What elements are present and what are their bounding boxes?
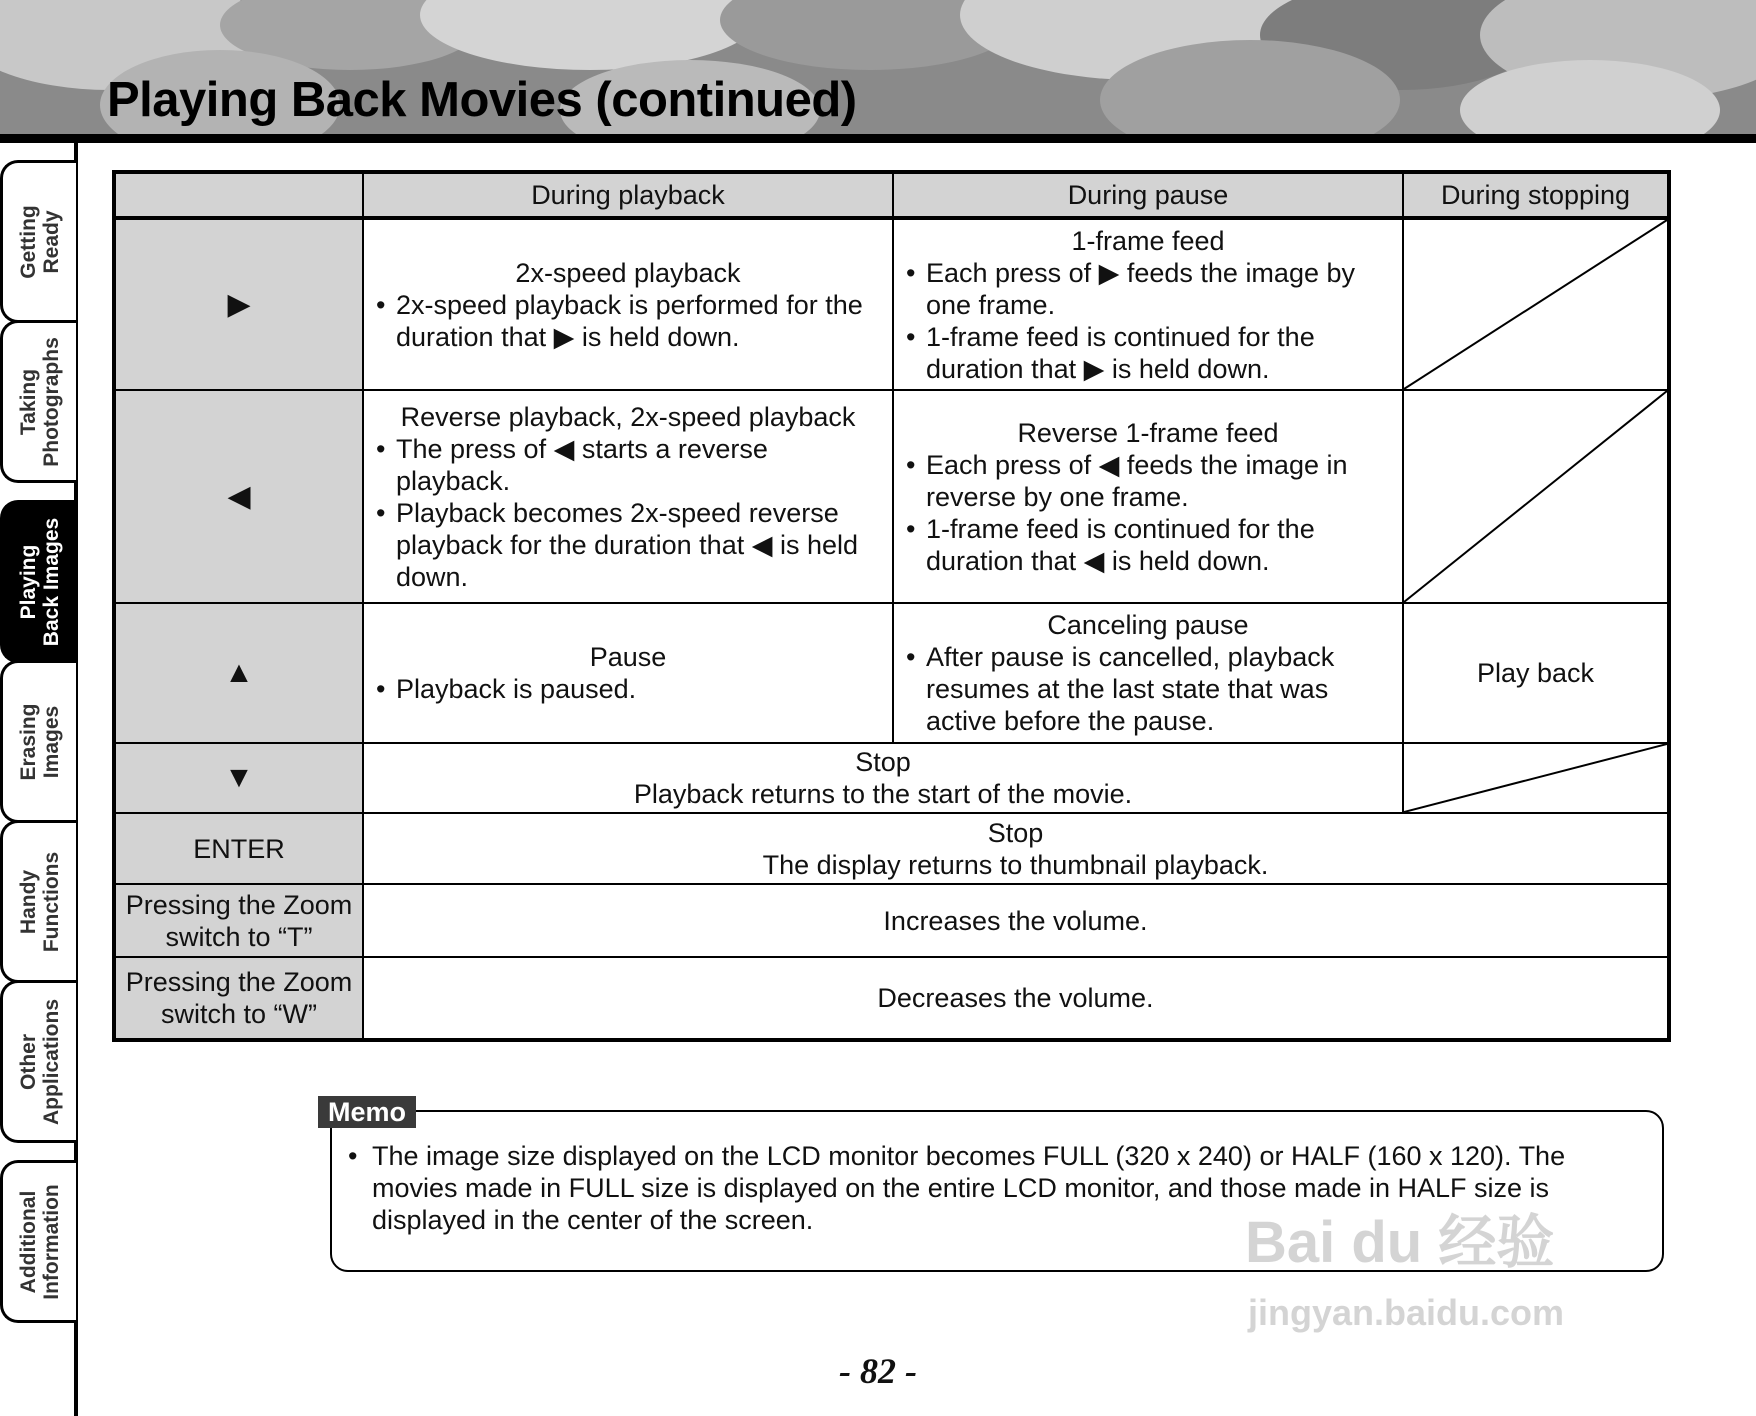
cell-text: The display returns to thumbnail playback. [762,849,1269,880]
tab-getting-ready[interactable] [0,160,76,323]
diagonal-slash [1404,744,1667,812]
tab-label: Additional Information [16,1183,63,1300]
key-cell [114,218,363,390]
table-row-left [114,390,1669,603]
header-during-pause: During pause [893,172,1403,218]
cell-title: 2x-speed playback [515,257,741,288]
header-blank [114,172,363,218]
cell-bullet: • Playback becomes 2x-speed reverse playback for the duration that ◀ is held down. [376,497,880,593]
not-applicable-cell [1403,218,1669,390]
tab-other-applications[interactable] [0,980,76,1143]
watermark-logo: Bai du 经验 [1245,1210,1555,1275]
key-cell [114,743,363,813]
tab-label: Other Applications [16,998,63,1125]
not-applicable-cell [1403,743,1669,813]
right-arrow-icon: ▶ [227,287,251,321]
up-arrow-icon: ▲ [224,656,254,689]
table-header-row [114,172,1669,218]
watermark-url: jingyan.baidu.com [1248,1292,1565,1333]
table-row-zoom-w [114,957,1669,1040]
cell-title: Stop [987,817,1044,848]
cell-title: Pause [589,642,667,672]
key-cell: Pressing the Zoom switch to “T” [114,884,363,957]
left-arrow-icon: ◀ [227,479,251,513]
up-pause-cell [893,603,1403,743]
cell-bullet: • Each press of ▶ feeds the image by one frame. [906,257,1390,321]
zoom-t-action-cell: Increases the volume. [363,884,1669,957]
tab-additional-information[interactable] [0,1160,76,1323]
tab-erasing-images[interactable] [0,660,76,823]
cell-bullet: • Playback is paused. [376,673,880,705]
tab-label: Handy Functions [16,851,63,952]
memo-label: Memo [318,1096,416,1128]
cell-title: 1-frame feed [1071,225,1225,256]
cell-bullet: • 2x-speed playback is performed for the duration that ▶ is held down. [376,289,880,353]
down-arrow-icon: ▼ [224,761,254,794]
memo-bullet: • [348,1141,358,1171]
header-rule [0,134,1756,143]
enter-action-cell [363,813,1669,884]
controls-table [112,170,1671,1042]
table-row-enter [114,813,1669,884]
key-cell: ENTER [114,813,363,884]
diagonal-slash [1404,220,1667,389]
cell-title: Stop [855,747,911,777]
cell-title: Reverse 1-frame feed [1017,417,1279,448]
cell-bullet: • Each press of ◀ feeds the image in reverse by one frame. [906,449,1390,513]
table-row-up [114,603,1669,743]
key-cell [114,603,363,743]
key-cell [114,390,363,603]
page-title: Playing Back Movies (continued) [107,73,857,127]
not-applicable-cell [1403,390,1669,603]
cell-text: Playback returns to the start of the movie. [633,779,1133,809]
table-row-zoom-t [114,884,1669,957]
tab-label: Taking Photographs [16,336,63,467]
left-playback-cell [363,390,893,603]
right-pause-cell [893,218,1403,390]
table-row-down [114,743,1669,813]
tab-label: Playing Back Images [16,517,63,646]
tab-taking-photographs[interactable] [0,320,76,483]
right-playback-cell [363,218,893,390]
up-playback-cell [363,603,893,743]
cell-bullet: • The press of ◀ starts a reverse playback. [376,433,880,497]
key-cell: Pressing the Zoom switch to “W” [114,957,363,1040]
left-pause-cell [893,390,1403,603]
header-during-stopping: During stopping [1403,172,1669,218]
cell-title: Canceling pause [1047,610,1249,640]
memo-text: The image size displayed on the LCD monitor becomes FULL (320 x 240) or HALF (160 x 120). The movies made in FULL size is displayed on the entire LCD monitor, and those made in HALF size is displayed in the center of the screen. [372,1141,1566,1235]
page-number: - 82 - [839,1351,917,1391]
cell-bullet: • 1-frame feed is continued for the duration that ◀ is held down. [906,513,1390,577]
diagonal-slash [1404,391,1667,602]
table-row-right [114,218,1669,390]
tab-handy-functions[interactable] [0,820,76,983]
down-action-cell [363,743,1403,813]
zoom-w-action-cell: Decreases the volume. [363,957,1669,1040]
header-during-playback: During playback [363,172,893,218]
tab-label: Erasing Images [16,702,63,781]
up-stopping-cell: Play back [1403,603,1669,743]
cell-bullet: • After pause is cancelled, playback resumes at the last state that was active before the pause. [906,641,1390,737]
cell-bullet: • 1-frame feed is continued for the duration that ▶ is held down. [906,321,1390,385]
tab-playing-back-images[interactable] [0,500,76,663]
tab-label: Getting Ready [16,204,63,279]
cell-title: Reverse playback, 2x-speed playback [400,401,856,432]
